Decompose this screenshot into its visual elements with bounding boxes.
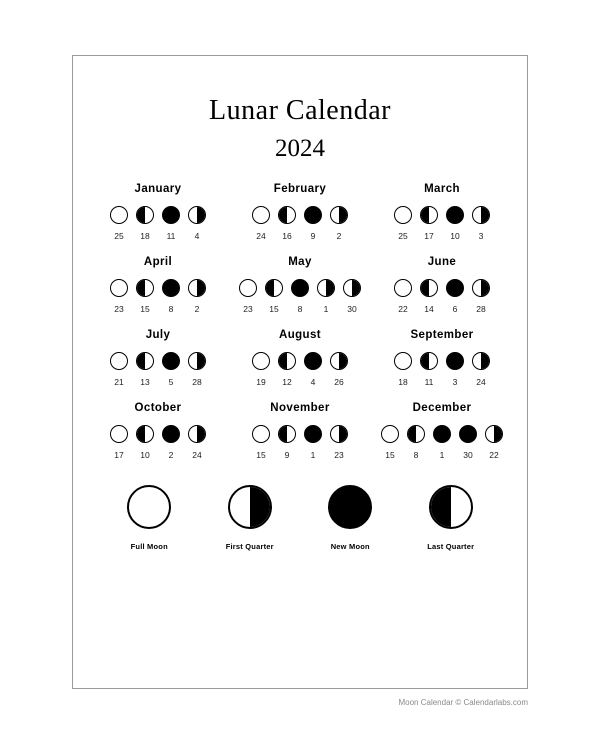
legend-item (101, 485, 197, 551)
phase-day: 1 (439, 450, 445, 460)
first-quarter-moon-icon (228, 485, 272, 529)
month-phase-days (229, 304, 371, 314)
phase-cell (445, 279, 465, 297)
month-phase-days (229, 377, 371, 387)
phase-day: 13 (140, 377, 150, 387)
phase-cell (393, 279, 413, 297)
phase-cell (135, 352, 155, 370)
phase-day: 23 (334, 450, 344, 460)
month-phase-days (87, 304, 229, 314)
month-name: February (273, 183, 327, 195)
phase-cell (251, 425, 271, 443)
month-phase-icons (87, 350, 229, 372)
phase-day: 8 (413, 450, 419, 460)
phase-day: 15 (385, 450, 395, 460)
month-block-january (87, 183, 229, 241)
phase-cell (277, 352, 297, 370)
phase-day: 6 (452, 304, 458, 314)
phase-cell (303, 206, 323, 224)
month-name: September (410, 329, 474, 341)
phase-day: 18 (398, 377, 408, 387)
phase-day: 11 (166, 231, 176, 241)
month-name: June (427, 256, 457, 268)
month-block-december (371, 402, 513, 460)
month-phase-icons (229, 277, 371, 299)
first-quarter-moon-icon (330, 206, 348, 224)
new-moon-icon (459, 425, 477, 443)
month-name: January (134, 183, 182, 195)
last-quarter-moon-icon (420, 279, 438, 297)
phase-cell (135, 425, 155, 443)
phase-cell (238, 279, 258, 297)
phase-day: 5 (168, 377, 174, 387)
phase-day: 28 (476, 304, 486, 314)
phase-cell (187, 425, 207, 443)
month-phase-days (229, 450, 371, 460)
legend-label: First Quarter (225, 542, 274, 551)
phase-cell (303, 352, 323, 370)
month-block-march (371, 183, 513, 241)
first-quarter-moon-icon (188, 425, 206, 443)
phase-day: 24 (256, 231, 266, 241)
new-moon-icon (162, 206, 180, 224)
legend-label: New Moon (330, 542, 370, 551)
phase-day: 23 (114, 304, 124, 314)
last-quarter-moon-icon (429, 485, 473, 529)
last-quarter-moon-icon (420, 206, 438, 224)
phase-cell (342, 279, 362, 297)
phase-day: 10 (140, 450, 150, 460)
month-name: November (270, 402, 330, 414)
phase-cell (161, 279, 181, 297)
month-row (87, 256, 513, 314)
last-quarter-moon-icon (136, 279, 154, 297)
first-quarter-moon-icon (188, 279, 206, 297)
phase-day: 2 (168, 450, 174, 460)
legend-label: Last Quarter (427, 542, 475, 551)
phase-day: 2 (194, 304, 200, 314)
phase-cell (419, 352, 439, 370)
phase-day: 18 (140, 231, 150, 241)
phase-day: 9 (284, 450, 290, 460)
full-moon-icon (394, 206, 412, 224)
last-quarter-moon-icon (278, 352, 296, 370)
page-title: Lunar Calendar (209, 95, 391, 126)
phase-cell (419, 206, 439, 224)
phase-cell (277, 206, 297, 224)
phase-day: 25 (398, 231, 408, 241)
new-moon-icon (328, 485, 372, 529)
phase-day: 8 (297, 304, 303, 314)
phase-cell (290, 279, 310, 297)
legend-label: Full Moon (130, 542, 168, 551)
month-phase-days (87, 450, 229, 460)
phase-day: 11 (424, 377, 434, 387)
first-quarter-moon-icon (485, 425, 503, 443)
phase-cell (303, 425, 323, 443)
phase-cell (135, 279, 155, 297)
phase-day: 25 (114, 231, 124, 241)
legend-item (403, 485, 499, 551)
phase-cell (471, 206, 491, 224)
full-moon-icon (252, 352, 270, 370)
month-phase-icons (229, 204, 371, 226)
first-quarter-moon-icon (317, 279, 335, 297)
phase-cell (329, 352, 349, 370)
new-moon-icon (162, 279, 180, 297)
phase-day: 19 (256, 377, 266, 387)
phase-day: 8 (168, 304, 174, 314)
phase-cell (471, 352, 491, 370)
first-quarter-moon-icon (330, 425, 348, 443)
month-phase-icons (371, 204, 513, 226)
phase-cell (380, 425, 400, 443)
new-moon-icon (304, 425, 322, 443)
phase-day: 24 (192, 450, 202, 460)
month-name: March (424, 183, 460, 195)
phase-day: 4 (310, 377, 316, 387)
phase-cell (445, 352, 465, 370)
month-phase-days (371, 450, 513, 460)
first-quarter-moon-icon (472, 206, 490, 224)
month-block-october (87, 402, 229, 460)
full-moon-icon (127, 485, 171, 529)
month-phase-icons (87, 204, 229, 226)
phase-cell (251, 206, 271, 224)
phase-day: 23 (243, 304, 253, 314)
phase-day: 9 (310, 231, 316, 241)
phase-cell (109, 352, 129, 370)
phase-day: 4 (194, 231, 200, 241)
full-moon-icon (239, 279, 257, 297)
new-moon-icon (433, 425, 451, 443)
phase-day: 12 (282, 377, 292, 387)
new-moon-icon (162, 425, 180, 443)
phase-cell (393, 206, 413, 224)
phase-cell (109, 279, 129, 297)
phase-day: 2 (336, 231, 342, 241)
month-row (87, 183, 513, 241)
phase-day: 24 (476, 377, 486, 387)
phase-cell (458, 425, 478, 443)
phase-cell (329, 425, 349, 443)
month-block-february (229, 183, 371, 241)
last-quarter-moon-icon (420, 352, 438, 370)
full-moon-icon (381, 425, 399, 443)
month-block-june (371, 256, 513, 314)
new-moon-icon (446, 352, 464, 370)
full-moon-icon (110, 352, 128, 370)
month-name: May (288, 256, 312, 268)
month-block-september (371, 329, 513, 387)
first-quarter-moon-icon (472, 352, 490, 370)
month-phase-days (371, 231, 513, 241)
full-moon-icon (110, 206, 128, 224)
month-row (87, 402, 513, 460)
calendar-sheet (72, 55, 528, 689)
phase-cell (161, 352, 181, 370)
full-moon-icon (394, 352, 412, 370)
phase-day: 16 (282, 231, 292, 241)
phase-cell (406, 425, 426, 443)
month-phase-days (229, 231, 371, 241)
month-phase-days (371, 377, 513, 387)
month-phase-days (371, 304, 513, 314)
phase-day: 30 (463, 450, 473, 460)
phase-cell (316, 279, 336, 297)
month-block-august (229, 329, 371, 387)
first-quarter-moon-icon (330, 352, 348, 370)
first-quarter-moon-icon (472, 279, 490, 297)
phase-day: 1 (323, 304, 329, 314)
month-phase-icons (229, 423, 371, 445)
month-name: August (278, 329, 321, 341)
phase-cell (471, 279, 491, 297)
month-block-april (87, 256, 229, 314)
moon-phase-legend (73, 485, 527, 551)
month-phase-icons (87, 423, 229, 445)
phase-cell (251, 352, 271, 370)
phase-day: 30 (347, 304, 357, 314)
new-moon-icon (162, 352, 180, 370)
phase-day: 28 (192, 377, 202, 387)
phase-day: 14 (424, 304, 434, 314)
phase-day: 1 (310, 450, 316, 460)
month-name: December (412, 402, 472, 414)
month-row (87, 329, 513, 387)
month-block-november (229, 402, 371, 460)
phase-day: 17 (424, 231, 434, 241)
month-phase-icons (87, 277, 229, 299)
first-quarter-moon-icon (188, 352, 206, 370)
phase-day: 22 (398, 304, 408, 314)
first-quarter-moon-icon (188, 206, 206, 224)
phase-day: 21 (114, 377, 124, 387)
phase-day: 3 (452, 377, 458, 387)
phase-day: 15 (269, 304, 279, 314)
footer-credit: Moon Calendar © Calendarlabs.com (398, 698, 528, 707)
month-block-may (229, 256, 371, 314)
phase-day: 15 (140, 304, 150, 314)
months-grid (73, 183, 527, 460)
full-moon-icon (110, 425, 128, 443)
phase-day: 26 (334, 377, 344, 387)
phase-day: 10 (450, 231, 460, 241)
phase-cell (432, 425, 452, 443)
phase-cell (419, 279, 439, 297)
phase-cell (187, 279, 207, 297)
full-moon-icon (252, 206, 270, 224)
month-phase-icons (371, 350, 513, 372)
phase-day: 17 (114, 450, 124, 460)
phase-day: 22 (489, 450, 499, 460)
full-moon-icon (394, 279, 412, 297)
phase-cell (329, 206, 349, 224)
full-moon-icon (110, 279, 128, 297)
calendar-year: 2024 (275, 135, 325, 162)
new-moon-icon (304, 206, 322, 224)
phase-cell (161, 425, 181, 443)
phase-cell (109, 206, 129, 224)
phase-cell (187, 206, 207, 224)
first-quarter-moon-icon (343, 279, 361, 297)
last-quarter-moon-icon (278, 206, 296, 224)
phase-cell (161, 206, 181, 224)
legend-item (302, 485, 398, 551)
last-quarter-moon-icon (136, 425, 154, 443)
month-block-july (87, 329, 229, 387)
phase-cell (109, 425, 129, 443)
phase-cell (445, 206, 465, 224)
last-quarter-moon-icon (136, 206, 154, 224)
new-moon-icon (446, 206, 464, 224)
last-quarter-moon-icon (278, 425, 296, 443)
new-moon-icon (446, 279, 464, 297)
last-quarter-moon-icon (407, 425, 425, 443)
phase-day: 3 (478, 231, 484, 241)
legend-item (202, 485, 298, 551)
phase-cell (277, 425, 297, 443)
phase-cell (393, 352, 413, 370)
month-name: October (134, 402, 182, 414)
new-moon-icon (291, 279, 309, 297)
last-quarter-moon-icon (265, 279, 283, 297)
full-moon-icon (252, 425, 270, 443)
new-moon-icon (304, 352, 322, 370)
month-phase-icons (371, 423, 513, 445)
phase-cell (264, 279, 284, 297)
month-phase-icons (371, 277, 513, 299)
phase-cell (187, 352, 207, 370)
month-name: April (143, 256, 173, 268)
phase-day: 15 (256, 450, 266, 460)
phase-cell (484, 425, 504, 443)
month-phase-days (87, 377, 229, 387)
month-phase-icons (229, 350, 371, 372)
month-name: July (145, 329, 171, 341)
last-quarter-moon-icon (136, 352, 154, 370)
phase-cell (135, 206, 155, 224)
month-phase-days (87, 231, 229, 241)
